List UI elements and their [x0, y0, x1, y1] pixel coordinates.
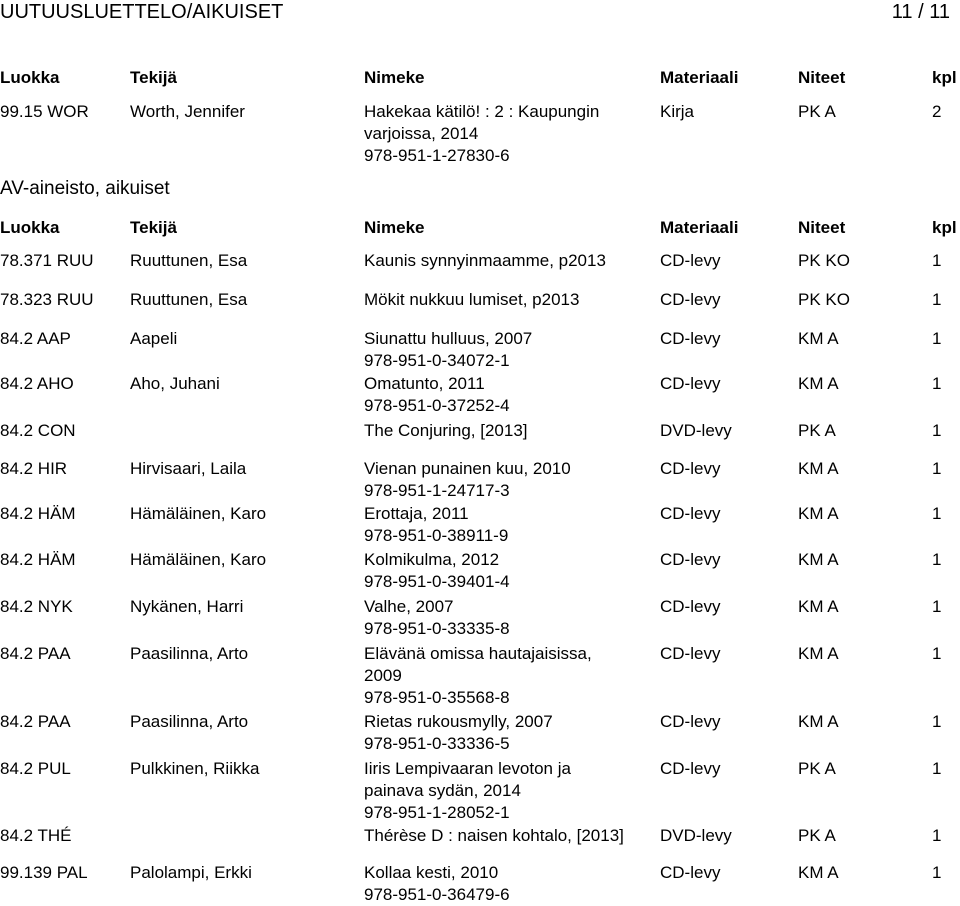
cell-kpl: 1 — [932, 863, 942, 882]
cell-luokka: 99.139 PAL — [0, 863, 88, 882]
cell-tekija: Hirvisaari, Laila — [130, 459, 247, 478]
section-title: AV-aineisto, aikuiset — [0, 178, 170, 199]
nimeke-line: Mökit nukkuu lumiset, p2013 — [364, 290, 580, 309]
cell-materiaali: CD-levy — [660, 644, 721, 663]
nimeke-line: Hakekaa kätilö! : 2 : Kaupungin — [364, 102, 600, 121]
column-header-tekija: Tekijä — [130, 218, 177, 237]
cell-materiaali: CD-levy — [660, 597, 721, 616]
cell-niteet: PK A — [798, 102, 836, 121]
cell-nimeke — [364, 458, 571, 502]
cell-materiaali: DVD-levy — [660, 421, 732, 440]
nimeke-line: Iiris Lempivaaran levoton ja — [364, 759, 571, 778]
cell-kpl: 1 — [932, 421, 942, 440]
nimeke-line: 978-951-0-33335-8 — [364, 619, 510, 638]
cell-nimeke — [364, 289, 579, 311]
cell-kpl: 1 — [932, 374, 942, 393]
cell-niteet: PK KO — [798, 290, 850, 309]
cell-tekija: Paasilinna, Arto — [130, 712, 249, 731]
cell-tekija: Paasilinna, Arto — [130, 644, 249, 663]
cell-niteet: PK KO — [798, 251, 850, 270]
cell-luokka: 84.2 NYK — [0, 597, 73, 616]
nimeke-line: Erottaja, 2011 — [364, 504, 469, 523]
cell-niteet: KM A — [798, 329, 839, 348]
cell-nimeke — [364, 373, 510, 417]
cell-luokka: 84.2 AHO — [0, 374, 74, 393]
nimeke-line: 978-951-0-35568-8 — [364, 688, 510, 707]
column-header-materiaali: Materiaali — [660, 218, 739, 237]
nimeke-line: 978-951-0-37252-4 — [364, 396, 510, 415]
cell-luokka: 78.323 RUU — [0, 290, 94, 309]
cell-tekija: Aapeli — [130, 329, 178, 348]
cell-materiaali: CD-levy — [660, 712, 721, 731]
cell-niteet: PK A — [798, 421, 836, 440]
cell-materiaali: Kirja — [660, 102, 695, 121]
nimeke-line: 978-951-1-28052-1 — [364, 803, 510, 822]
cell-luokka: 84.2 HÄM — [0, 504, 76, 523]
nimeke-line: Kaunis synnyinmaamme, p2013 — [364, 251, 606, 270]
cell-kpl: 1 — [932, 550, 942, 569]
cell-niteet: KM A — [798, 644, 839, 663]
nimeke-line: Kolmikulma, 2012 — [364, 550, 500, 569]
cell-materiaali: CD-levy — [660, 759, 721, 778]
cell-niteet: PK A — [798, 826, 836, 845]
nimeke-line: 978-951-0-34072-1 — [364, 351, 510, 370]
cell-nimeke — [364, 101, 599, 167]
cell-nimeke — [364, 758, 571, 824]
cell-luokka: 84.2 PUL — [0, 759, 71, 778]
cell-luokka: 84.2 PAA — [0, 712, 71, 731]
cell-niteet: KM A — [798, 863, 839, 882]
cell-niteet: PK A — [798, 759, 836, 778]
cell-tekija: Ruuttunen, Esa — [130, 290, 248, 309]
cell-materiaali: CD-levy — [660, 251, 721, 270]
cell-nimeke — [364, 549, 510, 593]
cell-kpl: 1 — [932, 644, 942, 663]
cell-kpl: 1 — [932, 290, 942, 309]
nimeke-line: 978-951-1-24717-3 — [364, 481, 510, 500]
nimeke-line: Valhe, 2007 — [364, 597, 454, 616]
nimeke-line: 2009 — [364, 666, 402, 685]
cell-nimeke — [364, 328, 532, 372]
nimeke-line: Thérèse D : naisen kohtalo, [2013] — [364, 826, 624, 845]
nimeke-line: varjoissa, 2014 — [364, 124, 479, 143]
table-header — [0, 217, 960, 239]
cell-niteet: KM A — [798, 374, 839, 393]
cell-niteet: KM A — [798, 597, 839, 616]
cell-kpl: 1 — [932, 759, 942, 778]
nimeke-line: 978-951-0-38911-9 — [364, 526, 509, 545]
cell-luokka: 84.2 AAP — [0, 329, 71, 348]
column-header-niteet: Niteet — [798, 218, 846, 237]
column-header-nimeke: Nimeke — [364, 218, 425, 237]
cell-tekija: Hämäläinen, Karo — [130, 504, 267, 523]
cell-tekija: Ruuttunen, Esa — [130, 251, 248, 270]
nimeke-line: Vienan punainen kuu, 2010 — [364, 459, 571, 478]
cell-tekija: Pulkkinen, Riikka — [130, 759, 260, 778]
cell-luokka: 84.2 HIR — [0, 459, 68, 478]
column-header-luokka: Luokka — [0, 68, 60, 87]
cell-materiaali: CD-levy — [660, 329, 721, 348]
cell-nimeke — [364, 825, 624, 847]
nimeke-line: 978-951-1-27830-6 — [364, 146, 510, 165]
cell-nimeke — [364, 596, 510, 640]
nimeke-line: Siunattu hulluus, 2007 — [364, 329, 533, 348]
cell-tekija: Nykänen, Harri — [130, 597, 244, 616]
cell-kpl: 1 — [932, 251, 942, 270]
column-header-nimeke: Nimeke — [364, 68, 425, 87]
cell-luokka: 99.15 WOR — [0, 102, 89, 121]
cell-niteet: KM A — [798, 712, 839, 731]
nimeke-line: The Conjuring, [2013] — [364, 421, 528, 440]
cell-materiaali: CD-levy — [660, 459, 721, 478]
column-header-kpl: kpl — [932, 218, 957, 237]
cell-luokka: 84.2 CON — [0, 421, 76, 440]
cell-tekija: Worth, Jennifer — [130, 102, 245, 121]
cell-nimeke — [364, 711, 553, 755]
cell-luokka: 84.2 HÄM — [0, 550, 76, 569]
page-number: 11 / 11 — [891, 1, 950, 23]
column-header-niteet: Niteet — [798, 68, 846, 87]
cell-kpl: 1 — [932, 826, 942, 845]
nimeke-line: 978-951-0-36479-6 — [364, 885, 510, 904]
cell-kpl: 2 — [932, 102, 942, 121]
nimeke-line: painava sydän, 2014 — [364, 781, 521, 800]
cell-nimeke — [364, 643, 592, 709]
nimeke-line: 978-951-0-39401-4 — [364, 572, 510, 591]
column-header-luokka: Luokka — [0, 218, 60, 237]
cell-niteet: KM A — [798, 459, 839, 478]
nimeke-line: Rietas rukousmylly, 2007 — [364, 712, 553, 731]
page-title: UUTUUSLUETTELO/AIKUISET — [0, 1, 284, 23]
nimeke-line: 978-951-0-33336-5 — [364, 734, 510, 753]
cell-materiaali: CD-levy — [660, 550, 721, 569]
cell-kpl: 1 — [932, 329, 942, 348]
cell-niteet: KM A — [798, 550, 839, 569]
cell-kpl: 1 — [932, 504, 942, 523]
cell-nimeke — [364, 503, 508, 547]
table-header — [0, 67, 960, 89]
cell-nimeke — [364, 250, 606, 272]
cell-niteet: KM A — [798, 504, 839, 523]
cell-luokka: 78.371 RUU — [0, 251, 94, 270]
cell-kpl: 1 — [932, 712, 942, 731]
nimeke-line: Kollaa kesti, 2010 — [364, 863, 499, 882]
column-header-materiaali: Materiaali — [660, 68, 739, 87]
cell-luokka: 84.2 THÉ — [0, 826, 72, 845]
cell-materiaali: CD-levy — [660, 374, 721, 393]
cell-materiaali: CD-levy — [660, 863, 721, 882]
cell-tekija: Hämäläinen, Karo — [130, 550, 267, 569]
cell-materiaali: CD-levy — [660, 290, 721, 309]
cell-materiaali: DVD-levy — [660, 826, 732, 845]
column-header-tekija: Tekijä — [130, 68, 177, 87]
column-header-kpl: kpl — [932, 68, 957, 87]
cell-kpl: 1 — [932, 597, 942, 616]
cell-materiaali: CD-levy — [660, 504, 721, 523]
nimeke-line: Elävänä omissa hautajaisissa, — [364, 644, 592, 663]
cell-kpl: 1 — [932, 459, 942, 478]
cell-nimeke — [364, 862, 510, 906]
cell-luokka: 84.2 PAA — [0, 644, 71, 663]
nimeke-line: Omatunto, 2011 — [364, 374, 485, 393]
cell-tekija: Palolampi, Erkki — [130, 863, 252, 882]
cell-nimeke — [364, 420, 528, 442]
cell-tekija: Aho, Juhani — [130, 374, 220, 393]
